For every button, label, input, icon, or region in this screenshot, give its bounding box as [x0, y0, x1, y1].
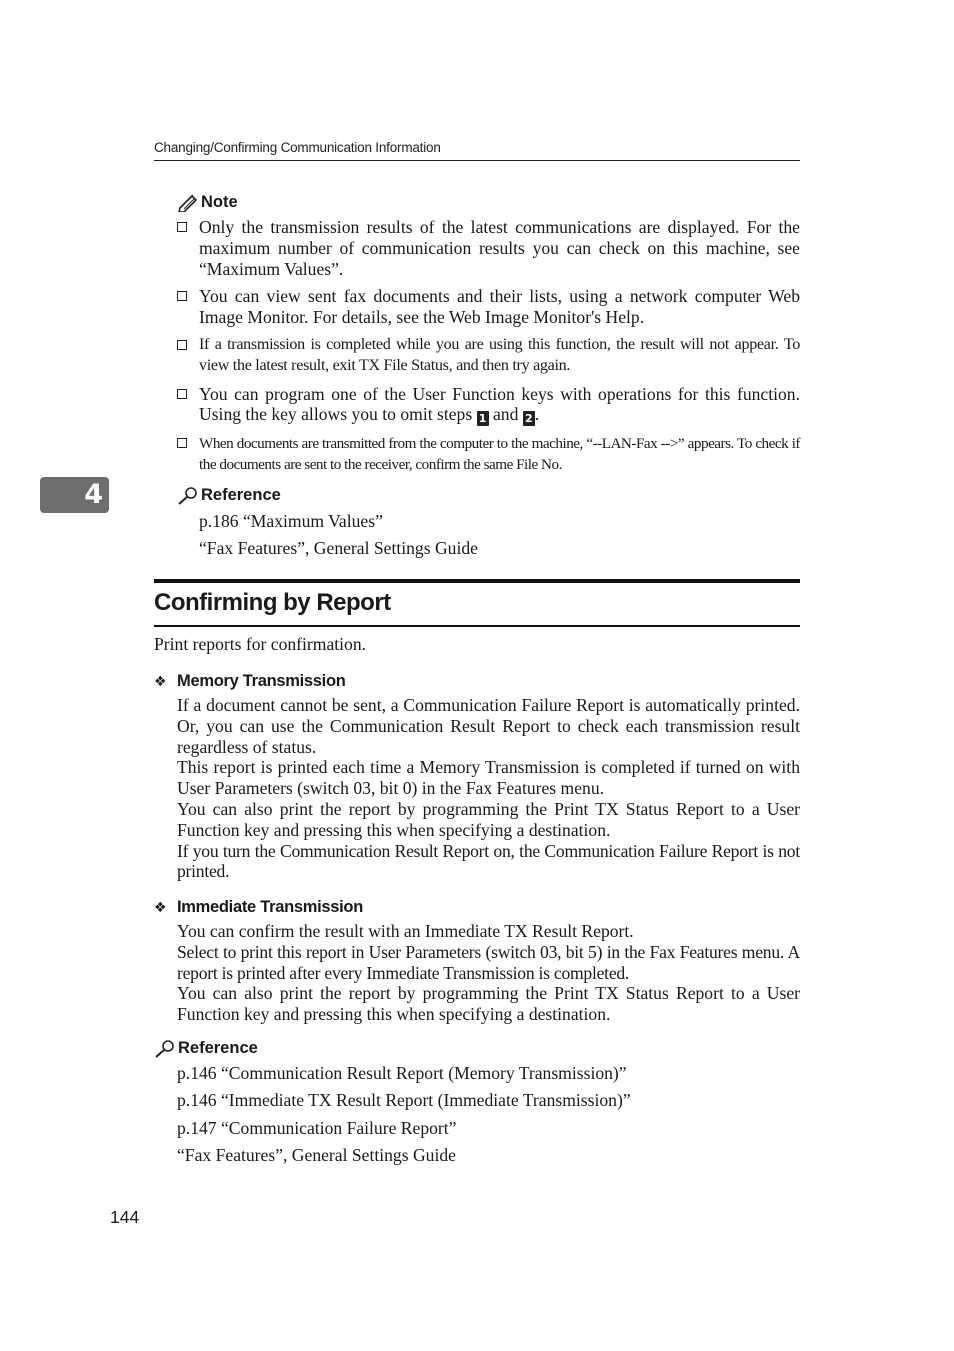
- checkbox-bullet-icon: [177, 222, 187, 232]
- paragraph: If a document cannot be sent, a Communication Failure Report is automatically printed. Or, you can use the Communication Result Report to check each transmission result regardless of status.: [177, 695, 800, 757]
- memory-transmission-body: [177, 695, 800, 882]
- section-rule: [154, 625, 800, 627]
- chapter-tab: 4: [40, 477, 109, 513]
- note-list: [177, 217, 800, 482]
- step-2-key: 2: [523, 411, 535, 426]
- page-number: 144: [110, 1207, 140, 1227]
- note-item: Only the transmission results of the latest communications are displayed. For the maximum number of communication results you can check on this machine, see “Maximum Values”.: [177, 217, 800, 279]
- reference-item: p.146 “Communication Result Report (Memory Transmission)”: [177, 1063, 627, 1083]
- immediate-transmission-heading: ❖ Immediate Transmission: [154, 898, 363, 916]
- running-header: [154, 139, 800, 161]
- immediate-transmission-body: [177, 921, 800, 1025]
- checkbox-bullet-icon: [177, 438, 187, 448]
- reference-item: p.186 “Maximum Values”: [199, 511, 383, 531]
- note-item: If a transmission is completed while you are using this function, the result will not appear. To view the latest result, exit TX File Status, and then try again.: [177, 335, 800, 377]
- section-rule: [154, 579, 800, 583]
- reference-heading: [154, 1039, 258, 1058]
- reference-item: “Fax Features”, General Settings Guide: [177, 1144, 456, 1165]
- pencil-icon: [177, 194, 199, 212]
- paragraph: You can also print the report by programming the Print TX Status Report to a User Function key and pressing this when specifying a destination.: [177, 983, 800, 1025]
- step-1-key: 1: [477, 411, 489, 426]
- diamond-bullet-icon: ❖: [154, 899, 167, 916]
- reference-item: p.147 “Communication Failure Report”: [177, 1117, 457, 1138]
- section-title: Confirming by Report: [154, 589, 391, 616]
- magnifier-icon: [154, 1040, 176, 1058]
- paragraph: Select to print this report in User Parameters (switch 03, bit 5) in the Fax Features menu. A report is printed after every Immediate Transmission is completed.: [177, 941, 800, 983]
- paragraph: If you turn the Communication Result Report on, the Communication Failure Report is not printed.: [177, 840, 800, 882]
- checkbox-bullet-icon: [177, 291, 187, 301]
- paragraph: You can also print the report by programming the Print TX Status Report to a User Function key and pressing this when specifying a destination.: [177, 798, 800, 840]
- checkbox-bullet-icon: [177, 389, 187, 399]
- section-intro: Print reports for confirmation.: [154, 634, 367, 654]
- reference-list: [199, 511, 478, 566]
- running-title: Changing/Confirming Communication Information: [154, 140, 441, 155]
- note-item: When documents are transmitted from the computer to the machine, “--LAN-Fax -->” appears. To check if the documents are sent to the receiver, confirm the same File No.: [177, 433, 800, 475]
- reference-heading-label: Reference: [178, 1039, 258, 1057]
- note-heading: [177, 193, 238, 212]
- paragraph: You can confirm the result with an Immediate TX Result Report.: [177, 921, 634, 941]
- reference-item: “Fax Features”, General Settings Guide: [199, 538, 478, 559]
- note-heading-label: Note: [201, 193, 238, 211]
- reference-heading-label: Reference: [201, 486, 281, 504]
- note-item: You can program one of the User Function keys with operations for this function. Using the key allows you to omit steps 1 and 2 .: [177, 384, 800, 427]
- diamond-bullet-icon: ❖: [154, 673, 167, 690]
- reference-heading: [177, 486, 281, 505]
- memory-transmission-heading: ❖ Memory Transmission: [154, 672, 346, 690]
- note-item: You can view sent fax documents and their lists, using a network computer Web Image Monitor. For details, see the Web Image Monitor's Help.: [177, 286, 800, 328]
- reference-list: [177, 1063, 631, 1172]
- magnifier-icon: [177, 487, 199, 505]
- reference-item: p.146 “Immediate TX Result Report (Immediate Transmission)”: [177, 1090, 631, 1111]
- checkbox-bullet-icon: [177, 340, 187, 350]
- paragraph: This report is printed each time a Memory Transmission is completed if turned on with User Parameters (switch 03, bit 0) in the Fax Features menu.: [177, 757, 800, 799]
